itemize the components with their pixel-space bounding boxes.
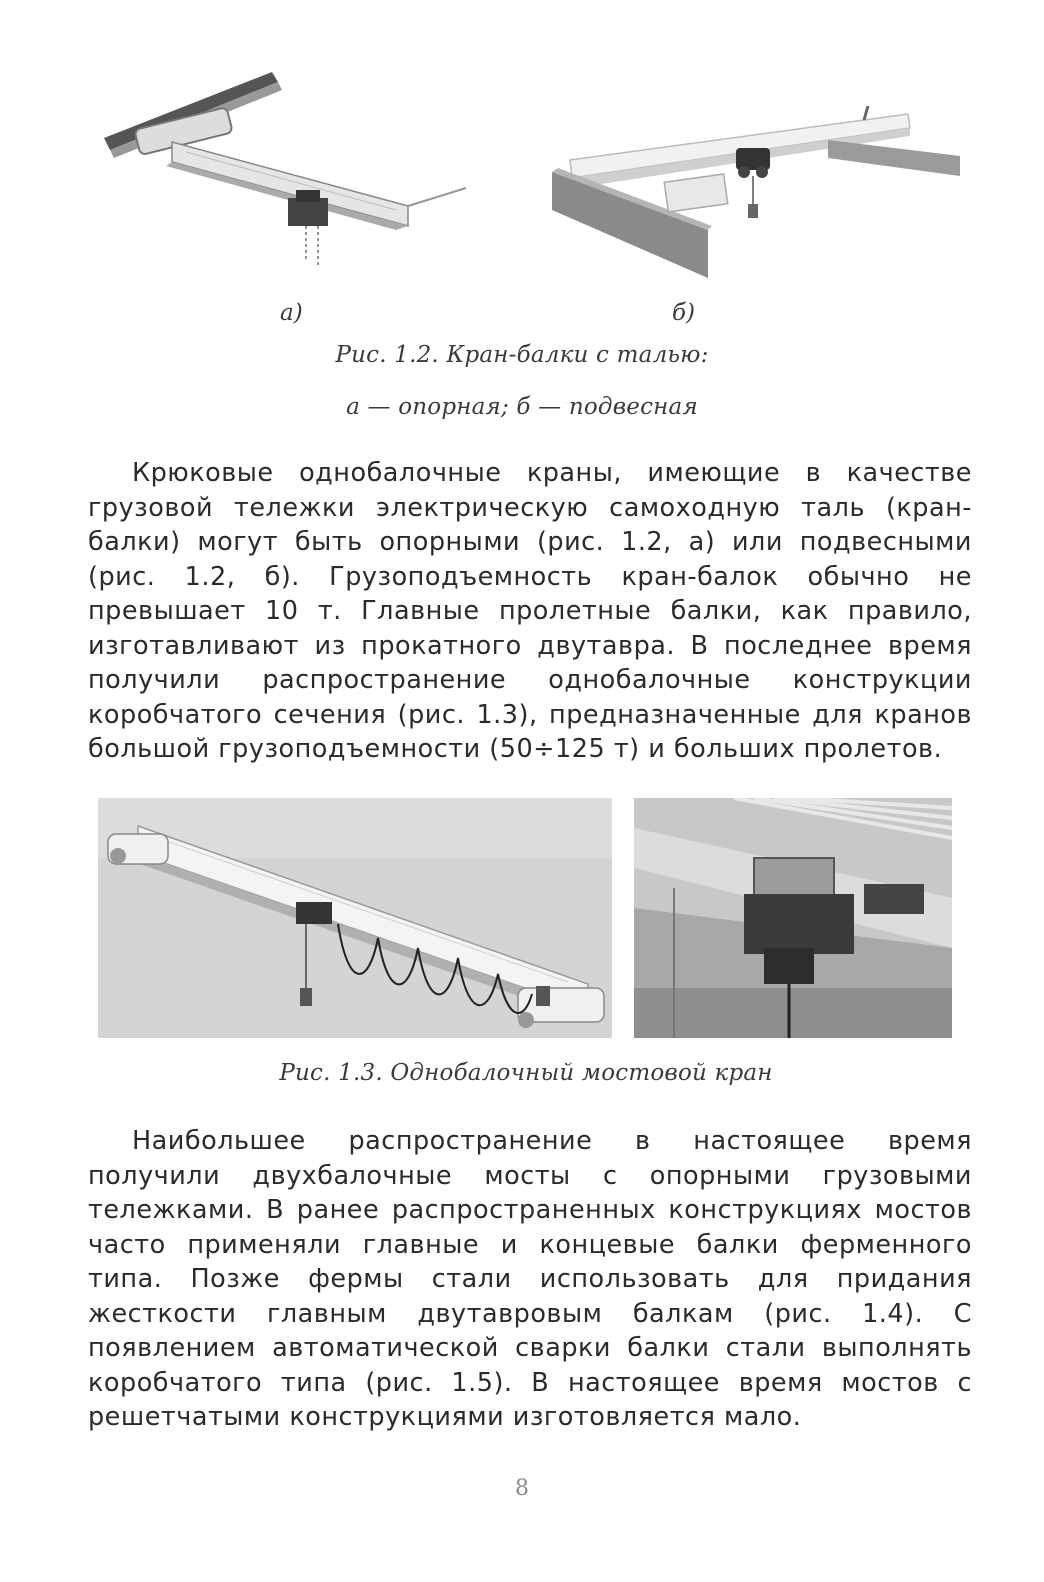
paragraph-1: Крюковые однобалочные краны, имеющие в качестве грузовой тележки электрическую самоходную таль (кран-балки) могут быть опорными (рис. 1.2, а) или подвесными (рис. 1.2, б). Грузоподъемность кран-балок обычно не превышает 10 т. Главные пролетные балки, как правило, изготавливают из прокатного двутавра. В последнее время получили распространение однобалочные конструкции коробчатого сечения (рис. 1.3), предназначенные для кранов большой грузоподъемности (50÷125 т) и больших пролетов. bbox=[88, 458, 972, 764]
paragraph-2: Наибольшее распространение в настоящее время получили двухбалочные мосты с опорными грузовыми тележками. В ранее распространенных конструкциях мостов часто применяли главные и концевые балки ферменного типа. Позже фермы стали использовать для придания жесткости главным двутавровым балкам (рис. 1.4). С появлением автоматической сварки балки стали выполнять коробчатого типа (рис. 1.5). В настоящее время мостов с решетчатыми конструкциями изготовляется мало. bbox=[88, 1126, 972, 1432]
page-number: 8 bbox=[515, 1476, 529, 1501]
figure-1-3-hoist-closeup bbox=[634, 798, 952, 1038]
figure-1-2a-label: а) bbox=[280, 300, 303, 326]
figure-1-2b-suspended-crane bbox=[548, 100, 968, 290]
figure-1-3-caption: Рис. 1.3. Однобалочный мостовой кран bbox=[279, 1060, 773, 1086]
figure-1-2b-label: б) bbox=[672, 300, 696, 326]
figure-1-2a-supported-crane bbox=[96, 66, 476, 286]
figure-1-2-caption-line2: а — опорная; б — подвесная bbox=[346, 394, 698, 420]
figure-1-3-crane-render bbox=[98, 798, 612, 1038]
figure-1-2-caption-line1: Рис. 1.2. Кран-балки с талью: bbox=[335, 342, 709, 368]
